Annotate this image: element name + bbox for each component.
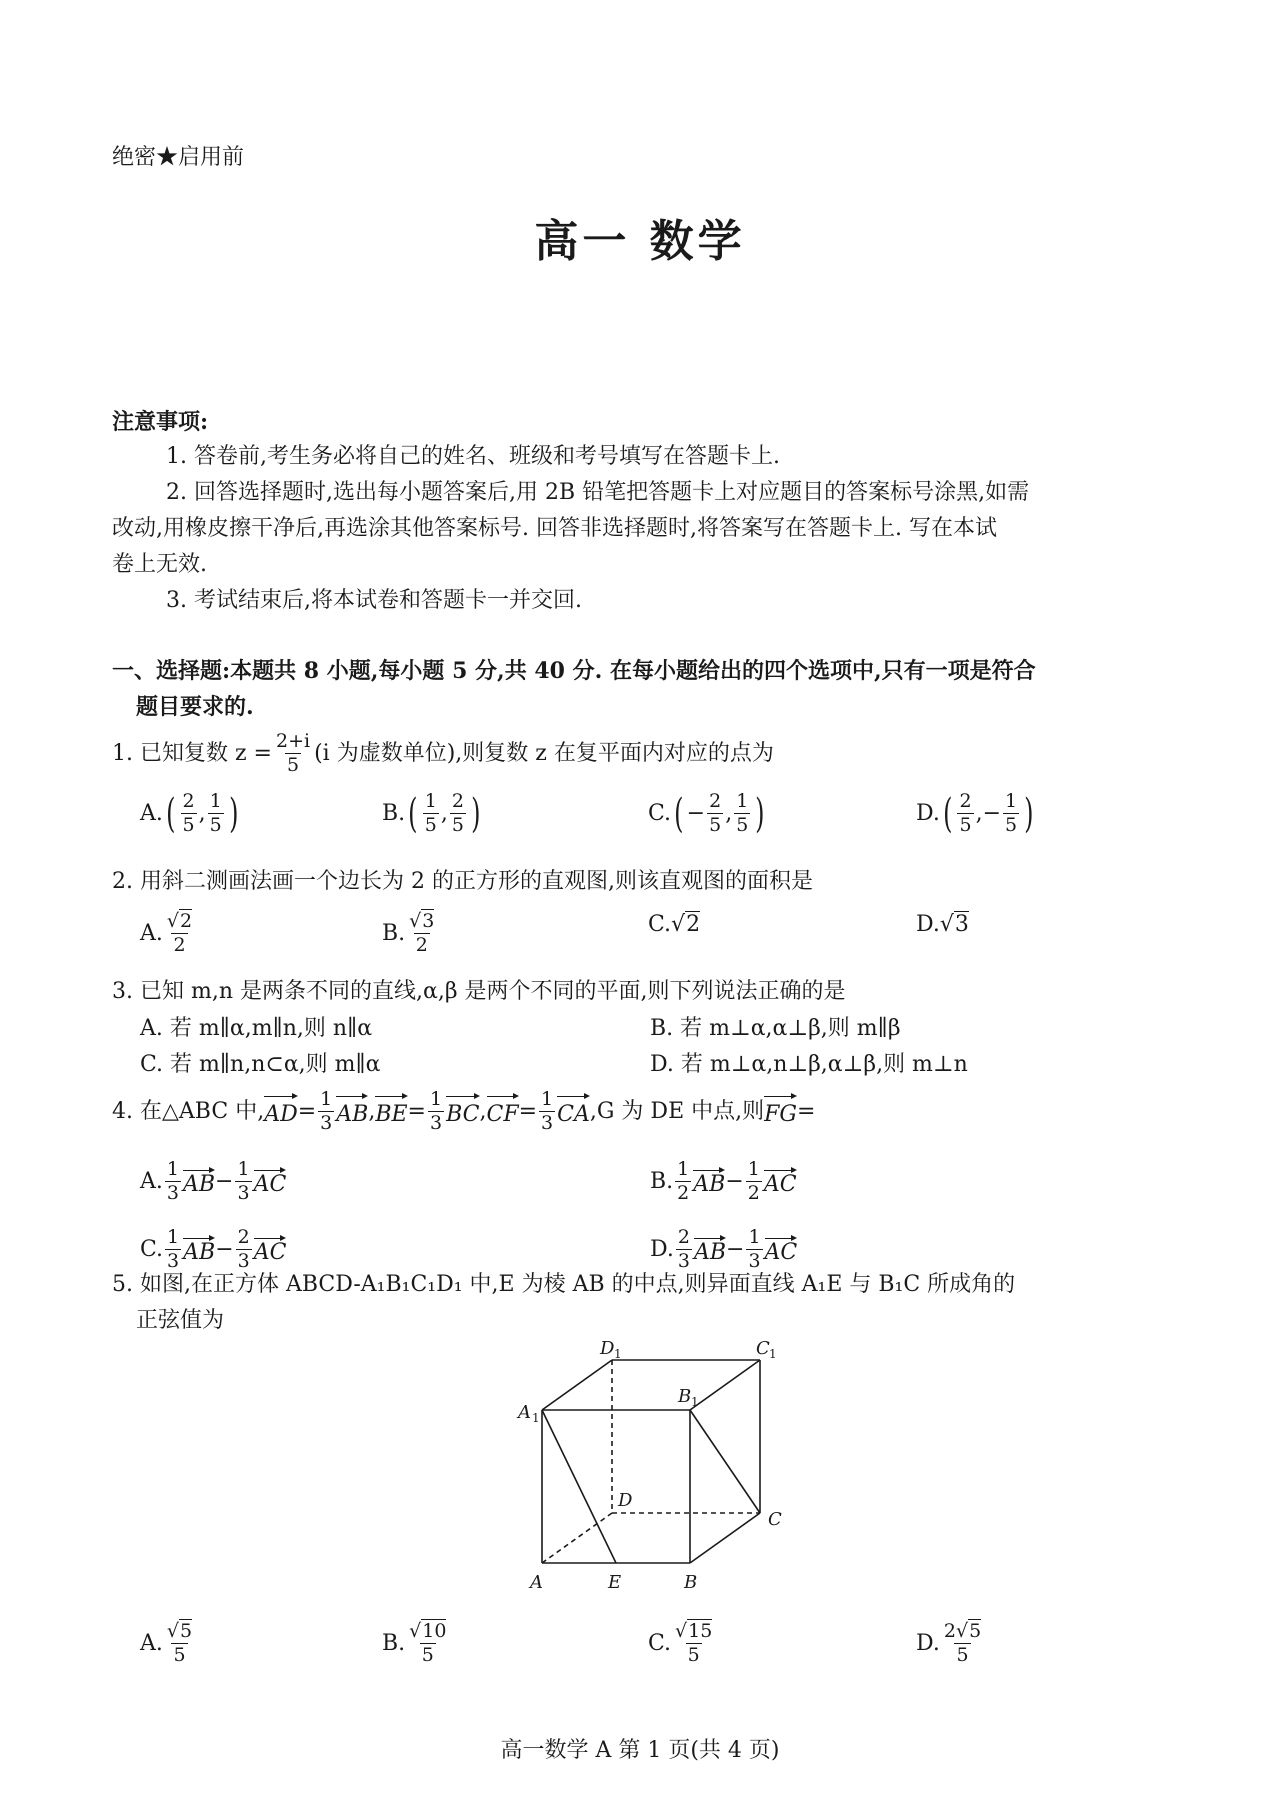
fraction bbox=[423, 792, 439, 835]
q5-option-a bbox=[140, 1622, 196, 1665]
frac-num bbox=[165, 1622, 194, 1643]
frac-den: 3 bbox=[748, 1250, 761, 1272]
frac-den: 5 bbox=[956, 1644, 969, 1666]
q3-option-a: A. 若 m∥α,m∥n,则 n∥α bbox=[140, 1016, 373, 1041]
sqrt-radicand: 3 bbox=[954, 912, 969, 937]
page-footer: 高一数学 A 第 1 页(共 4 页) bbox=[500, 1738, 780, 1763]
label-b1-sub: 1 bbox=[691, 1395, 699, 1409]
q1-option-b bbox=[382, 792, 484, 835]
notice-item-2-cont: 改动,用橡皮擦干净后,再选涂其他答案标号. 回答非选择题时,将答案写在答题卡上. 写在本试 bbox=[112, 516, 997, 541]
vector: AC bbox=[254, 1234, 287, 1265]
frac-den: 2 bbox=[747, 1182, 760, 1204]
vector: AC bbox=[254, 1166, 287, 1197]
q5-option-b bbox=[382, 1622, 450, 1665]
vector: AB bbox=[694, 1234, 726, 1265]
page-title: 高一 数学 bbox=[534, 216, 746, 267]
operator: − bbox=[215, 1169, 234, 1194]
question-4: 4. 在△ABC 中, AD = $\frac{1}{3}$ AB , BE = $\frac{1}{3}$ BC , CF = $\frac{1}{3}$ CA ,G 为 DE 中点,则 FG = bbox=[112, 1088, 816, 1134]
option-label: C. bbox=[140, 1237, 164, 1262]
section-heading: 一、选择题:本题共 8 小题,每小题 5 分,共 40 分. 在每小题给出的四个选项中,只有一项是符合 bbox=[112, 658, 1036, 684]
q5-option-c bbox=[648, 1622, 716, 1665]
label-d: D bbox=[618, 1490, 633, 1511]
sqrt-radicand: 2 bbox=[686, 912, 701, 937]
frac-den: 3 bbox=[677, 1250, 690, 1272]
frac-den: 3 bbox=[320, 1112, 333, 1134]
sign: − bbox=[982, 801, 1001, 826]
frac-den: 5 bbox=[687, 1644, 700, 1666]
frac-num: 1 bbox=[1005, 790, 1018, 812]
segment-a1e bbox=[542, 1410, 616, 1563]
fraction bbox=[746, 1160, 762, 1203]
sqrt-sign: √ bbox=[939, 912, 954, 937]
comma: , bbox=[198, 801, 206, 826]
q1-option-c bbox=[648, 792, 768, 835]
frac-num: 1 bbox=[209, 790, 222, 812]
q4-mid-text: ,G 为 DE 中点,则 bbox=[589, 1098, 765, 1124]
q1-option-d bbox=[916, 792, 1037, 835]
vec-cf: CF bbox=[487, 1092, 519, 1132]
sqrt-sign: √ bbox=[675, 1620, 688, 1642]
vector: AC bbox=[764, 1166, 797, 1197]
frac-den: 3 bbox=[429, 1112, 443, 1134]
q2-option-d bbox=[916, 912, 969, 937]
label-b: B bbox=[684, 1572, 698, 1593]
vector: AB bbox=[183, 1166, 215, 1197]
frac-num: 1 bbox=[167, 1226, 180, 1248]
operator: − bbox=[725, 1169, 744, 1194]
label-d1-sub: 1 bbox=[614, 1347, 622, 1361]
frac-den: 3 bbox=[237, 1182, 250, 1204]
question-3: 3. 已知 m,n 是两条不同的直线,α,β 是两个不同的平面,则下列说法正确的是 bbox=[112, 979, 846, 1004]
frac-den: 2 bbox=[415, 934, 428, 956]
q2-option-b bbox=[382, 912, 438, 955]
label-c: C bbox=[768, 1509, 782, 1530]
frac-num: 1 bbox=[424, 790, 437, 812]
q1-option-a bbox=[140, 792, 241, 835]
comma: , bbox=[440, 801, 448, 826]
frac-num: 2 bbox=[182, 790, 195, 812]
frac-den: 5 bbox=[959, 814, 972, 836]
sqrt bbox=[940, 912, 969, 937]
q4-option-b bbox=[650, 1160, 797, 1203]
sqrt-sign: √ bbox=[166, 910, 179, 932]
frac-num bbox=[407, 1622, 448, 1643]
frac-num: 1 bbox=[429, 1088, 443, 1110]
question-5-cont: 正弦值为 bbox=[136, 1308, 225, 1333]
paren-right: ) bbox=[471, 790, 481, 837]
sqrt-radicand: 15 bbox=[688, 1620, 713, 1642]
frac-num: 1 bbox=[320, 1088, 333, 1110]
sqrt-radicand: 5 bbox=[180, 1620, 193, 1642]
q1-suffix: (i 为虚数单位),则复数 z 在复平面内对应的点为 bbox=[314, 740, 774, 766]
fraction bbox=[676, 1228, 692, 1271]
frac-den: 3 bbox=[166, 1182, 179, 1204]
sqrt bbox=[409, 1619, 446, 1642]
option-label: A. bbox=[140, 1631, 163, 1656]
q4-option-a bbox=[140, 1160, 286, 1203]
q4-frac-1 bbox=[318, 1090, 334, 1133]
q2-option-c bbox=[648, 912, 700, 937]
q2-option-a bbox=[140, 912, 196, 955]
q4-equals: = bbox=[796, 1098, 816, 1124]
q3-option-d: D. 若 m⊥α,n⊥β,α⊥β,则 m⊥n bbox=[650, 1052, 968, 1077]
sqrt bbox=[675, 1619, 712, 1642]
vec-ca: CA bbox=[557, 1092, 590, 1132]
segment-b1c bbox=[690, 1410, 760, 1513]
q4-frac-3 bbox=[539, 1090, 555, 1133]
option-label: C. bbox=[648, 801, 672, 826]
vec-ad: AD bbox=[264, 1092, 298, 1132]
sqrt bbox=[409, 909, 434, 932]
option-label: B. bbox=[382, 1631, 406, 1656]
question-5: 5. 如图,在正方体 ABCD-A₁B₁C₁D₁ 中,E 为棱 AB 的中点,则异面直线 A₁E 与 B₁C 所成角的 bbox=[112, 1272, 1016, 1297]
q4-option-c bbox=[140, 1228, 286, 1271]
comma: , bbox=[975, 801, 983, 826]
frac-num: 1 bbox=[166, 1158, 179, 1180]
fraction bbox=[942, 1622, 983, 1665]
sqrt-sign: √ bbox=[409, 1620, 422, 1642]
notice-item-1: 1. 答卷前,考生务必将自己的姓名、班级和考号填写在答题卡上. bbox=[166, 444, 780, 469]
sqrt bbox=[956, 1619, 981, 1642]
operator: − bbox=[726, 1237, 745, 1262]
frac-num bbox=[165, 912, 194, 933]
question-2: 2. 用斜二测画法画一个边长为 2 的正方形的直观图,则该直观图的面积是 bbox=[112, 869, 813, 894]
q4-option-d bbox=[650, 1228, 797, 1271]
fraction bbox=[673, 1622, 714, 1665]
question-1 bbox=[112, 732, 774, 775]
frac-num bbox=[942, 1622, 983, 1643]
label-a1-sub: 1 bbox=[532, 1411, 540, 1425]
sqrt-radicand: 5 bbox=[969, 1620, 982, 1642]
option-label: A. bbox=[140, 921, 163, 946]
fraction bbox=[407, 1622, 448, 1665]
sqrt-radicand: 10 bbox=[422, 1620, 447, 1642]
fraction bbox=[181, 792, 197, 835]
fraction bbox=[235, 1160, 251, 1203]
frac-num: 1 bbox=[747, 1158, 760, 1180]
frac-num: 1 bbox=[237, 1158, 250, 1180]
fraction bbox=[957, 792, 973, 835]
notice-item-3: 3. 考试结束后,将本试卷和答题卡一并交回. bbox=[166, 588, 582, 613]
fraction bbox=[1003, 792, 1019, 835]
cube-figure bbox=[500, 1340, 820, 1610]
frac-num: 2 bbox=[451, 790, 464, 812]
fraction bbox=[675, 1160, 691, 1203]
operator: − bbox=[215, 1237, 234, 1262]
frac-den: 3 bbox=[167, 1250, 180, 1272]
label-b1: B bbox=[678, 1386, 692, 1407]
paren-right: ) bbox=[755, 790, 765, 837]
frac-num: 2 bbox=[237, 1226, 250, 1248]
option-label: D. bbox=[916, 912, 940, 937]
notice-item-2-end: 卷上无效. bbox=[112, 552, 207, 577]
frac-num: 2 bbox=[959, 790, 972, 812]
q3-option-b: B. 若 m⊥α,α⊥β,则 m∥β bbox=[650, 1016, 901, 1041]
frac-den: 5 bbox=[173, 1644, 186, 1666]
vector: AB bbox=[183, 1234, 215, 1265]
frac-den: 5 bbox=[451, 814, 464, 836]
frac-num bbox=[673, 1622, 714, 1643]
fraction bbox=[450, 792, 466, 835]
option-label: A. bbox=[140, 1169, 163, 1194]
confidential-mark: 绝密★启用前 bbox=[112, 145, 245, 170]
fraction bbox=[165, 1228, 181, 1271]
sqrt bbox=[671, 912, 700, 937]
frac-den: 2 bbox=[677, 1182, 690, 1204]
frac-den: 5 bbox=[209, 814, 222, 836]
frac-den: 5 bbox=[424, 814, 437, 836]
label-a1: A bbox=[518, 1402, 531, 1423]
vector: AB bbox=[693, 1166, 725, 1197]
frac-den: 5 bbox=[709, 814, 722, 836]
sqrt bbox=[167, 909, 192, 932]
fraction bbox=[746, 1228, 762, 1271]
frac-num: 1 bbox=[677, 1158, 690, 1180]
section-heading-cont: 题目要求的. bbox=[136, 694, 254, 720]
edge-b1c1 bbox=[690, 1360, 760, 1410]
fraction bbox=[208, 792, 224, 835]
label-c1-sub: 1 bbox=[769, 1347, 777, 1361]
option-label: D. bbox=[916, 801, 940, 826]
fraction bbox=[734, 792, 750, 835]
fraction bbox=[407, 912, 436, 955]
vec-be: BE bbox=[375, 1092, 407, 1132]
option-label: B. bbox=[382, 921, 406, 946]
frac-den: 5 bbox=[736, 814, 749, 836]
paren-left: ( bbox=[408, 790, 418, 837]
frac-num: 1 bbox=[736, 790, 749, 812]
frac-den: 3 bbox=[237, 1250, 250, 1272]
sign: − bbox=[686, 801, 706, 826]
option-label: A. bbox=[140, 801, 163, 826]
frac-den: 5 bbox=[1005, 814, 1018, 836]
sqrt-sign: √ bbox=[955, 1620, 969, 1642]
vec-ab: AB bbox=[336, 1092, 368, 1132]
comma: , bbox=[725, 801, 733, 826]
paren-left: ( bbox=[674, 790, 684, 837]
paren-right: ) bbox=[1024, 790, 1034, 837]
q1-prefix: 1. 已知复数 z = bbox=[112, 740, 272, 766]
coef: 2 bbox=[943, 1620, 956, 1642]
label-a: A bbox=[530, 1572, 543, 1593]
notice-item-2: 2. 回答选择题时,选出每小题答案后,用 2B 铅笔把答题卡上对应题目的答案标号涂黑,如需 bbox=[166, 480, 1030, 505]
paren-left: ( bbox=[942, 790, 953, 837]
frac-den: 5 bbox=[182, 814, 195, 836]
frac-den: 2 bbox=[173, 934, 186, 956]
fraction bbox=[165, 912, 194, 955]
q5-option-d bbox=[916, 1622, 985, 1665]
fraction bbox=[165, 1160, 181, 1203]
fraction bbox=[165, 1622, 194, 1665]
q4-prefix: 4. 在△ABC 中, bbox=[112, 1098, 265, 1124]
vector: AC bbox=[765, 1234, 798, 1265]
sqrt-radicand: 3 bbox=[422, 910, 435, 932]
option-label: C. bbox=[648, 912, 672, 937]
frac-num: 2 bbox=[677, 1226, 690, 1248]
vec-bc: BC bbox=[446, 1092, 479, 1132]
paren-left: ( bbox=[166, 790, 176, 837]
edge-d1a1 bbox=[542, 1360, 612, 1410]
sqrt bbox=[167, 1619, 192, 1642]
label-d1: D bbox=[600, 1340, 615, 1359]
vec-fg: FG bbox=[764, 1092, 797, 1132]
frac-num bbox=[407, 912, 436, 933]
fraction bbox=[236, 1228, 252, 1271]
paren-right: ) bbox=[228, 790, 239, 837]
frac-num: 1 bbox=[748, 1226, 761, 1248]
q4-frac-2 bbox=[428, 1090, 444, 1133]
option-label: B. bbox=[650, 1169, 674, 1194]
sqrt-sign: √ bbox=[409, 910, 422, 932]
label-e: E bbox=[608, 1572, 622, 1593]
q3-option-c: C. 若 m∥n,n⊂α,则 m∥α bbox=[140, 1052, 381, 1077]
label-c1: C bbox=[756, 1340, 770, 1359]
fraction bbox=[707, 792, 723, 835]
q1-frac-den: 5 bbox=[287, 754, 300, 776]
sqrt-sign: √ bbox=[671, 912, 686, 937]
option-label: D. bbox=[650, 1237, 674, 1262]
frac-num: 2 bbox=[709, 790, 722, 812]
frac-num: 1 bbox=[541, 1088, 554, 1110]
option-label: D. bbox=[916, 1631, 940, 1656]
edge-ad-hidden bbox=[542, 1513, 612, 1563]
frac-den: 5 bbox=[421, 1644, 434, 1666]
option-label: C. bbox=[648, 1631, 672, 1656]
frac-den: 3 bbox=[541, 1112, 554, 1134]
sqrt-sign: √ bbox=[166, 1620, 179, 1642]
q1-frac-num: 2+i bbox=[276, 730, 311, 752]
option-label: B. bbox=[382, 801, 406, 826]
edge-bc bbox=[690, 1513, 760, 1563]
notice-heading: 注意事项: bbox=[112, 409, 209, 435]
q1-fraction bbox=[274, 732, 312, 775]
sqrt-radicand: 2 bbox=[180, 910, 193, 932]
